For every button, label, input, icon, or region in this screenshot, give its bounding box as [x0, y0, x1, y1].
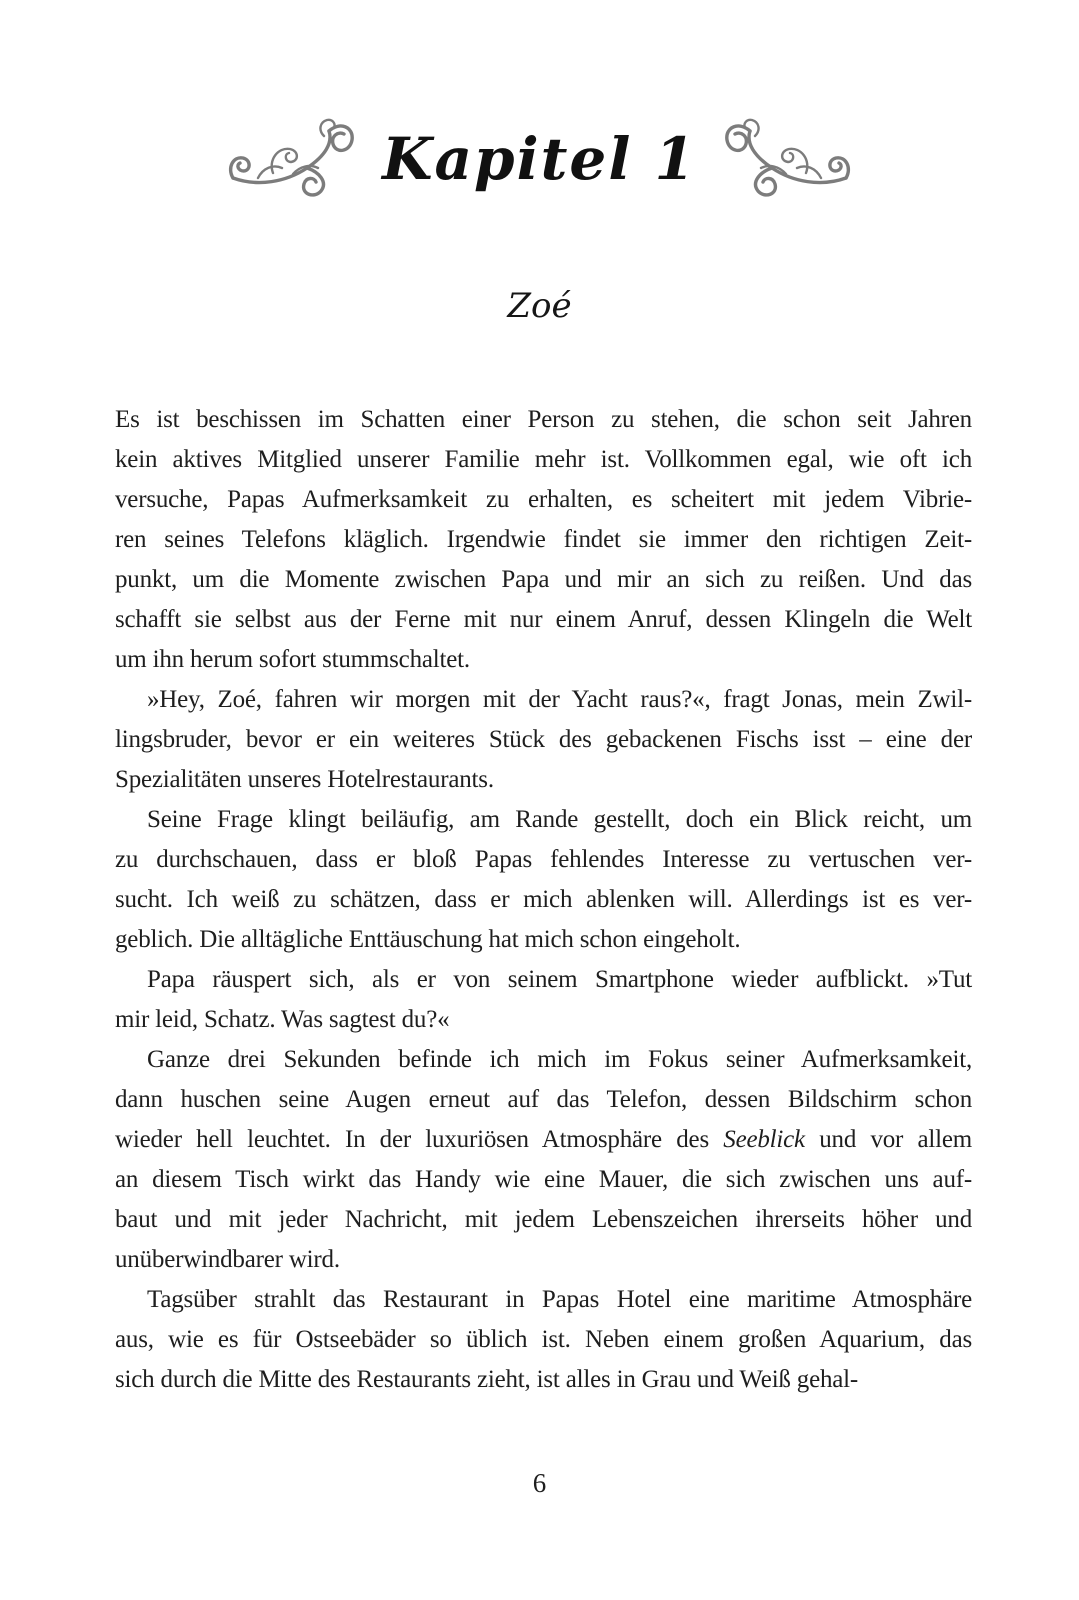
page-number: 6 — [532, 1468, 547, 1498]
chapter-subtitle: Zoé — [507, 286, 572, 326]
text-line: sich durch die Mitte des Restaurants zieht, ist alles in Grau und Weiß gehal- — [115, 1366, 859, 1393]
text-line: schafft sie selbst aus der Ferne mit nur einem Anruf, dessen Klingeln die Welt — [115, 606, 972, 633]
text-line: »Hey, Zoé, fahren wir morgen mit der Yacht raus?«, fragt Jonas, mein Zwil- — [147, 686, 972, 713]
text-line: kein aktives Mitglied unserer Familie mehr ist. Vollkommen egal, wie oft ich — [115, 446, 972, 473]
flourish-ornament-mirrored-icon — [721, 116, 851, 202]
text-line: geblich. Die alltägliche Enttäuschung hat mich schon eingeholt. — [115, 926, 741, 953]
text-line: baut und mit jeder Nachricht, mit jedem Lebenszeichen ihrerseits höher und — [115, 1206, 972, 1233]
paragraph — [115, 680, 972, 800]
text-line: lingsbruder, bevor er ein weiteres Stück des gebackenen Fischs isst – eine der — [115, 726, 972, 753]
flourish-ornament-icon — [228, 116, 358, 202]
text-line: dann huschen seine Augen erneut auf das Telefon, dessen Bildschirm schon — [115, 1086, 972, 1113]
text-line: punkt, um die Momente zwischen Papa und mir an sich zu reißen. Und das — [115, 566, 972, 593]
chapter-header — [0, 116, 1079, 202]
text-line: aus, wie es für Ostseebäder so üblich ist. Neben einem großen Aquarium, das — [115, 1326, 972, 1353]
text-line: Tagsüber strahlt das Restaurant in Papas Hotel eine maritime Atmosphäre — [147, 1286, 972, 1313]
text-line: sucht. Ich weiß zu schätzen, dass er mich ablenken will. Allerdings ist es ver- — [115, 886, 972, 913]
text-line: an diesem Tisch wirkt das Handy wie eine Mauer, die sich zwischen uns auf- — [115, 1166, 972, 1193]
text-line: versuche, Papas Aufmerksamkeit zu erhalten, es scheitert mit jedem Vibrie- — [115, 486, 972, 513]
text-line: wieder hell leuchtet. In der luxuriösen Atmosphäre des Seeblick und vor allem — [115, 1126, 972, 1153]
text-line: zu durchschauen, dass er bloß Papas fehlendes Interesse zu vertuschen ver- — [115, 846, 972, 873]
text-line: Spezialitäten unseres Hotelrestaurants. — [115, 766, 494, 793]
paragraph — [115, 400, 972, 680]
text-line: ren seines Telefons kläglich. Irgendwie findet sie immer den richtigen Zeit- — [115, 526, 972, 553]
paragraph — [115, 1040, 972, 1280]
text-line: Es ist beschissen im Schatten einer Person zu stehen, die schon seit Jahren — [115, 406, 972, 433]
chapter-title: Kapitel 1 — [382, 125, 697, 193]
paragraph — [115, 1280, 972, 1400]
body-text — [115, 400, 972, 1400]
text-line: Seine Frage klingt beiläufig, am Rande gestellt, doch ein Blick reicht, um — [147, 806, 972, 833]
text-line: unüberwindbarer wird. — [115, 1246, 340, 1273]
text-line: Ganze drei Sekunden befinde ich mich im Fokus seiner Aufmerksamkeit, — [147, 1046, 972, 1073]
paragraph — [115, 960, 972, 1040]
text-line: Papa räuspert sich, als er von seinem Smartphone wieder aufblickt. »Tut — [147, 966, 972, 993]
paragraph — [115, 800, 972, 960]
text-line: mir leid, Schatz. Was sagtest du?« — [115, 1006, 450, 1033]
text-line: um ihn herum sofort stummschaltet. — [115, 646, 470, 673]
